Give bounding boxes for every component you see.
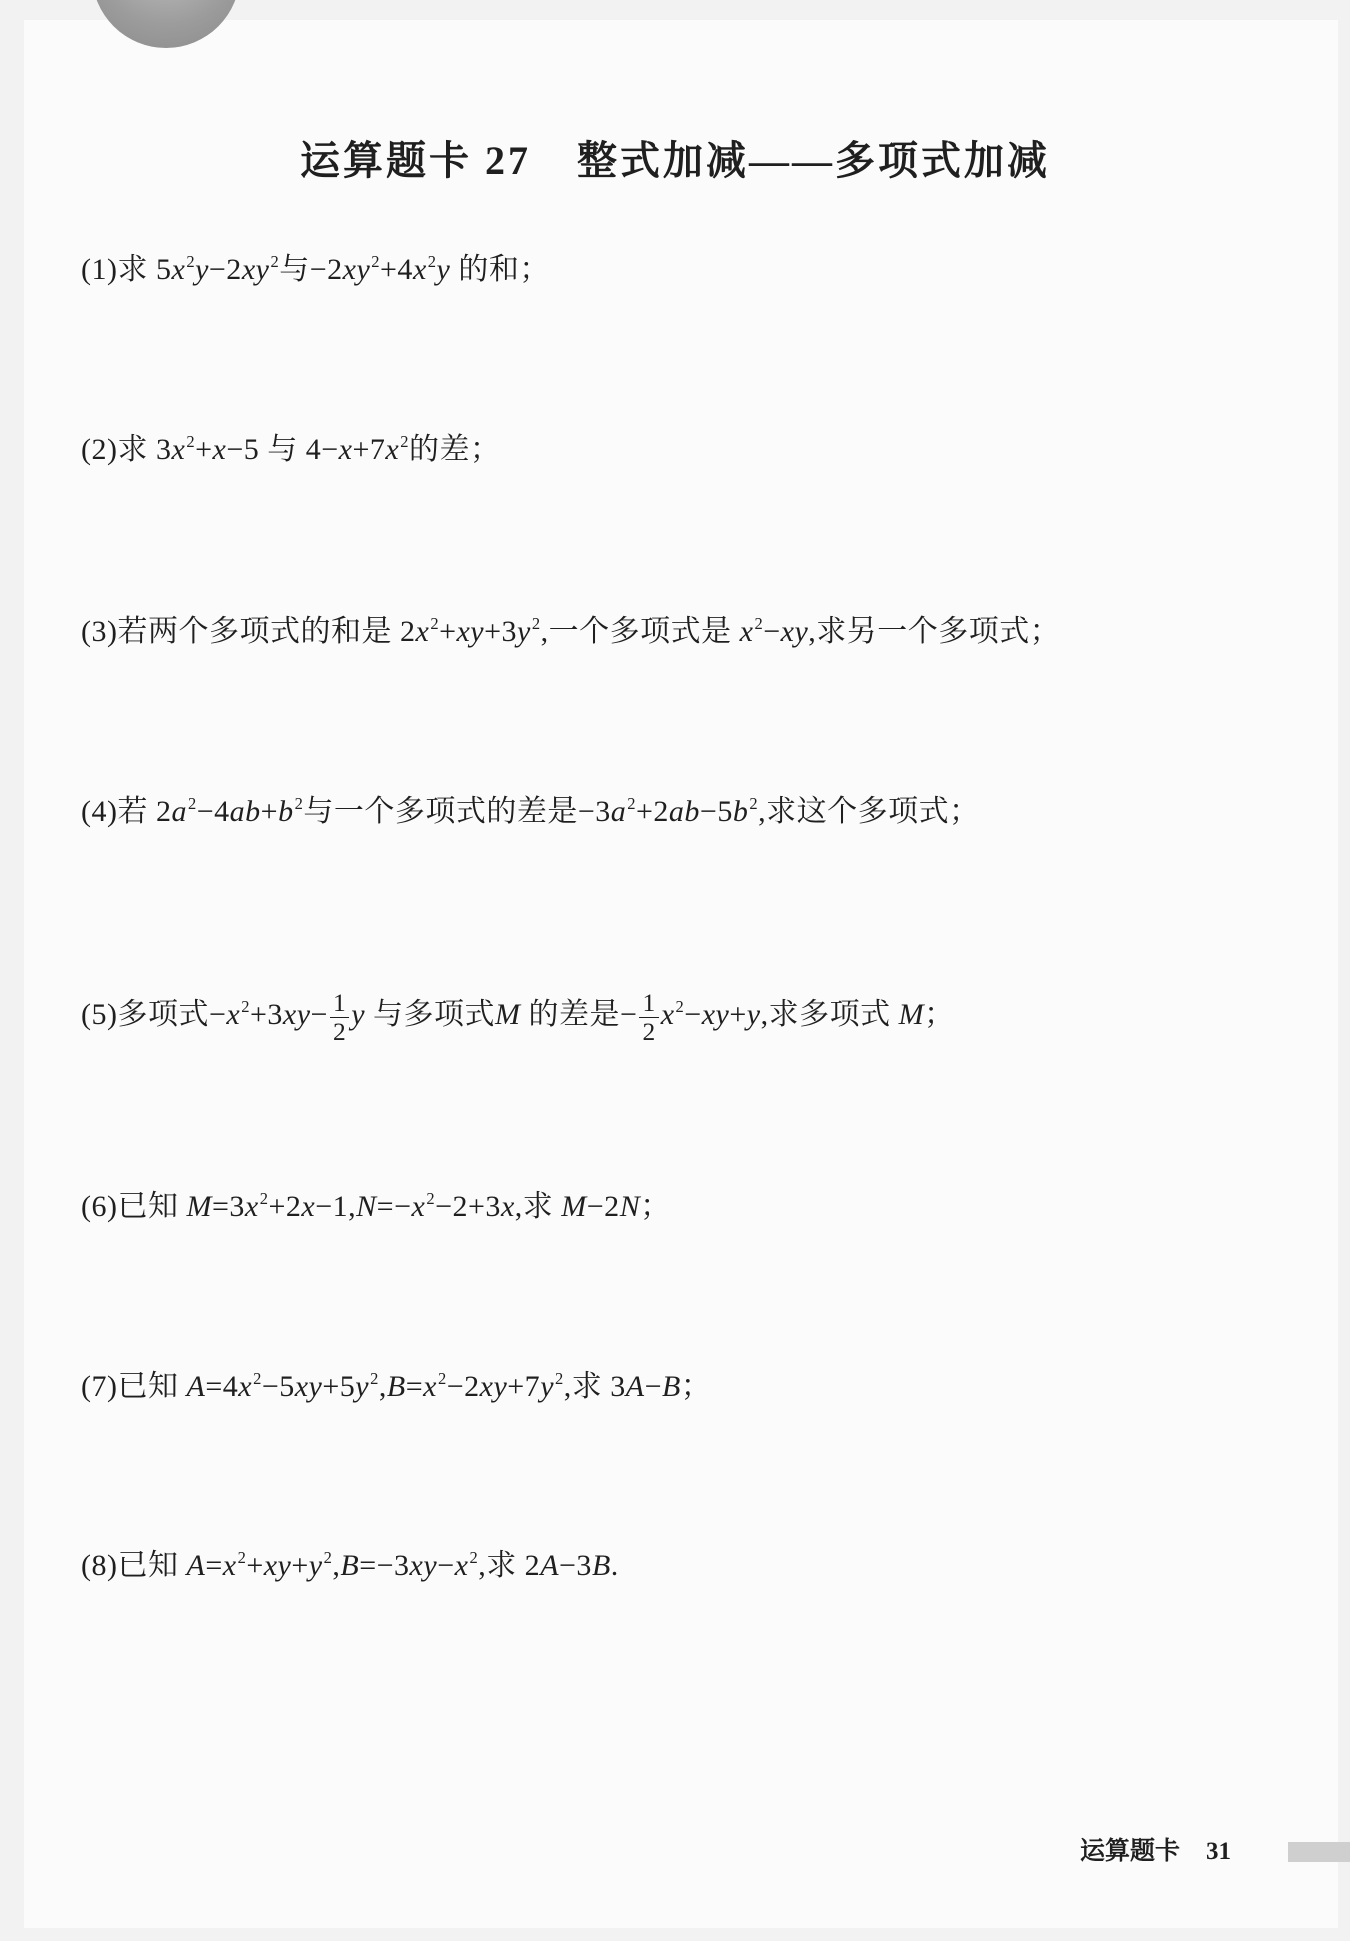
math-variable: x [411, 1190, 426, 1223]
math-text: −3 [559, 1549, 592, 1582]
math-fraction [330, 989, 349, 1045]
math-superscript: 2 [370, 1368, 379, 1388]
math-superscript: 2 [323, 1547, 333, 1567]
math-superscript: 2 [675, 996, 685, 1016]
math-variable: x [739, 615, 754, 648]
math-text: +2 [636, 795, 669, 828]
fraction-denominator: 2 [332, 1016, 347, 1046]
math-variable: x [660, 997, 675, 1031]
math-text: 的差是− [520, 997, 638, 1031]
math-superscript: 2 [187, 793, 197, 813]
page-title [0, 136, 1350, 186]
math-variable: x [171, 253, 186, 286]
math-text: − [684, 997, 702, 1031]
math-variable: A [540, 1549, 560, 1582]
math-variable: a [610, 795, 627, 828]
math-variable: x [222, 1549, 237, 1582]
math-text: =3 [211, 1190, 245, 1223]
math-variable: x [412, 253, 427, 286]
math-superscript: 2 [186, 251, 196, 271]
math-text: + [260, 795, 279, 828]
math-text: +3 [249, 997, 283, 1031]
math-superscript: 2 [531, 613, 541, 633]
math-text: −2+3 [435, 1190, 501, 1223]
math-variable: xy [282, 997, 311, 1031]
math-text: , [332, 1549, 341, 1582]
math-text: ,求 2 [478, 1549, 541, 1582]
math-variable: ab [229, 795, 261, 828]
math-text: − [644, 1370, 663, 1403]
math-text: −4 [196, 795, 230, 828]
math-text: ； [924, 997, 955, 1031]
math-variable: y [195, 253, 209, 286]
math-variable: A [186, 1549, 206, 1582]
math-variable: M [495, 997, 521, 1031]
math-variable: A [186, 1370, 206, 1403]
card-number: 运算题卡 27 [300, 138, 531, 183]
math-text: ,求多项式 [760, 997, 899, 1031]
math-text: +4 [380, 253, 413, 286]
math-superscript: 2 [627, 793, 636, 813]
math-variable: B [386, 1370, 406, 1403]
problem-2 [81, 430, 500, 470]
math-text: +7 [352, 433, 386, 466]
math-variable: ab [668, 795, 700, 828]
math-superscript: 2 [270, 251, 280, 271]
math-variable: y [436, 253, 451, 286]
math-variable: x [238, 1370, 253, 1403]
math-variable: xy [342, 253, 371, 286]
math-variable: x [171, 433, 186, 466]
math-variable: N [356, 1190, 377, 1223]
math-text: −5 [261, 1370, 295, 1403]
math-superscript: 2 [426, 1188, 436, 1208]
math-variable: xy [263, 1549, 292, 1582]
math-superscript: 2 [749, 793, 759, 813]
math-superscript: 2 [754, 613, 764, 633]
math-text: + [195, 433, 213, 466]
math-superscript: 2 [437, 1368, 447, 1388]
math-variable: xy [409, 1549, 438, 1582]
math-variable: y [517, 615, 531, 648]
math-text: 的和； [450, 253, 550, 286]
math-text: ,求这个多项式； [758, 795, 980, 828]
math-variable: A [625, 1370, 645, 1403]
math-variable: N [619, 1190, 641, 1223]
math-text: +2 [268, 1190, 302, 1223]
math-variable: y [355, 1370, 370, 1403]
math-text: − [437, 1549, 455, 1582]
math-text: +3 [484, 615, 518, 648]
math-variable: y [351, 997, 366, 1031]
math-text: ； [640, 1190, 671, 1223]
math-text: 与多项式 [365, 997, 496, 1031]
math-text: 与一个多项式的差是−3 [303, 795, 611, 828]
math-variable: M [561, 1190, 587, 1223]
problem-5 [81, 988, 955, 1046]
math-text: (6)已知 [81, 1190, 187, 1223]
problem-3 [81, 612, 1060, 652]
math-variable: y [308, 1549, 323, 1582]
math-variable: x [423, 1370, 437, 1403]
math-variable: xy [294, 1370, 323, 1403]
math-text: =−3 [359, 1549, 410, 1582]
math-variable: xy [701, 997, 730, 1031]
math-text: (1)求 5 [81, 253, 172, 286]
math-variable: B [662, 1370, 681, 1403]
math-superscript: 2 [241, 996, 250, 1016]
math-superscript: 2 [186, 431, 196, 451]
topic-title: 整式加减——多项式加减 [577, 138, 1050, 183]
math-variable: x [385, 433, 400, 466]
footer-tab-bar [1288, 1842, 1350, 1862]
math-text: =− [376, 1190, 412, 1223]
math-text: =4 [205, 1370, 239, 1403]
math-variable: x [212, 433, 227, 466]
fraction-numerator: 1 [330, 989, 349, 1018]
math-variable: M [898, 997, 925, 1031]
math-text: + [439, 615, 457, 648]
math-text: = [205, 1549, 223, 1582]
math-text: (2)求 3 [81, 433, 172, 466]
math-superscript: 2 [430, 613, 440, 633]
math-variable: B [591, 1549, 611, 1582]
math-variable: x [500, 1190, 515, 1223]
math-text: (5)多项式− [81, 997, 227, 1031]
page-footer [1080, 1834, 1231, 1870]
fraction-denominator: 2 [642, 1016, 656, 1046]
math-variable: y [746, 997, 761, 1031]
math-text: (7)已知 [81, 1370, 187, 1403]
math-text: = [405, 1370, 424, 1403]
math-text: −1, [315, 1190, 357, 1223]
math-superscript: 2 [427, 251, 437, 271]
math-text: 的差； [408, 433, 501, 466]
math-superscript: 2 [469, 1547, 479, 1567]
math-text: 与−2 [279, 253, 343, 286]
math-variable: xy [456, 615, 485, 648]
problem-8 [81, 1546, 619, 1586]
math-text: ,求另一个多项式； [808, 615, 1061, 648]
math-variable: x [226, 997, 241, 1031]
math-text: (3)若两个多项式的和是 2 [81, 615, 416, 648]
math-variable: a [171, 795, 187, 828]
math-text: ,求 3 [563, 1370, 626, 1403]
math-text: −2 [446, 1370, 480, 1403]
problem-7 [81, 1367, 711, 1407]
problem-1 [81, 250, 550, 290]
problem-4 [81, 792, 980, 832]
math-text: . [610, 1549, 619, 1582]
math-superscript: 2 [371, 251, 381, 271]
math-text: ； [680, 1370, 712, 1403]
math-variable: x [338, 433, 353, 466]
math-text: −2 [586, 1190, 620, 1223]
math-variable: xy [241, 253, 270, 286]
math-superscript: 2 [253, 1368, 262, 1388]
math-text: , [378, 1370, 387, 1403]
math-text: ,求 [514, 1190, 562, 1223]
worksheet-page [24, 20, 1338, 1928]
math-text: −5 [699, 795, 733, 828]
math-text: −2 [208, 253, 242, 286]
math-variable: x [301, 1190, 316, 1223]
math-fraction [639, 989, 658, 1045]
math-variable: x [454, 1549, 469, 1582]
math-text: ,一个多项式是 [540, 615, 740, 648]
math-text: (4)若 2 [81, 795, 172, 828]
math-variable: M [186, 1190, 212, 1223]
math-text: + [729, 997, 747, 1031]
math-text: − [310, 997, 328, 1031]
problem-6 [81, 1187, 671, 1227]
math-variable: x [244, 1190, 259, 1223]
math-variable: b [278, 795, 294, 828]
fraction-numerator: 1 [639, 989, 658, 1018]
math-text: + [246, 1549, 264, 1582]
math-text: −5 与 4− [226, 433, 339, 466]
math-text: +5 [322, 1370, 356, 1403]
math-variable: B [340, 1549, 360, 1582]
math-superscript: 2 [294, 793, 304, 813]
math-variable: y [540, 1370, 555, 1403]
math-variable: b [732, 795, 749, 828]
math-variable: x [415, 615, 430, 648]
math-variable: xy [780, 615, 809, 648]
footer-label: 运算题卡 [1080, 1838, 1181, 1865]
math-superscript: 2 [259, 1188, 269, 1208]
math-superscript: 2 [555, 1368, 564, 1388]
math-text: +7 [507, 1370, 541, 1403]
math-variable: xy [479, 1370, 508, 1403]
math-superscript: 2 [400, 431, 409, 451]
math-text: − [763, 615, 781, 648]
math-text: + [291, 1549, 309, 1582]
math-text: (8)已知 [81, 1549, 187, 1582]
page-number: 31 [1206, 1838, 1232, 1865]
math-superscript: 2 [237, 1547, 247, 1567]
